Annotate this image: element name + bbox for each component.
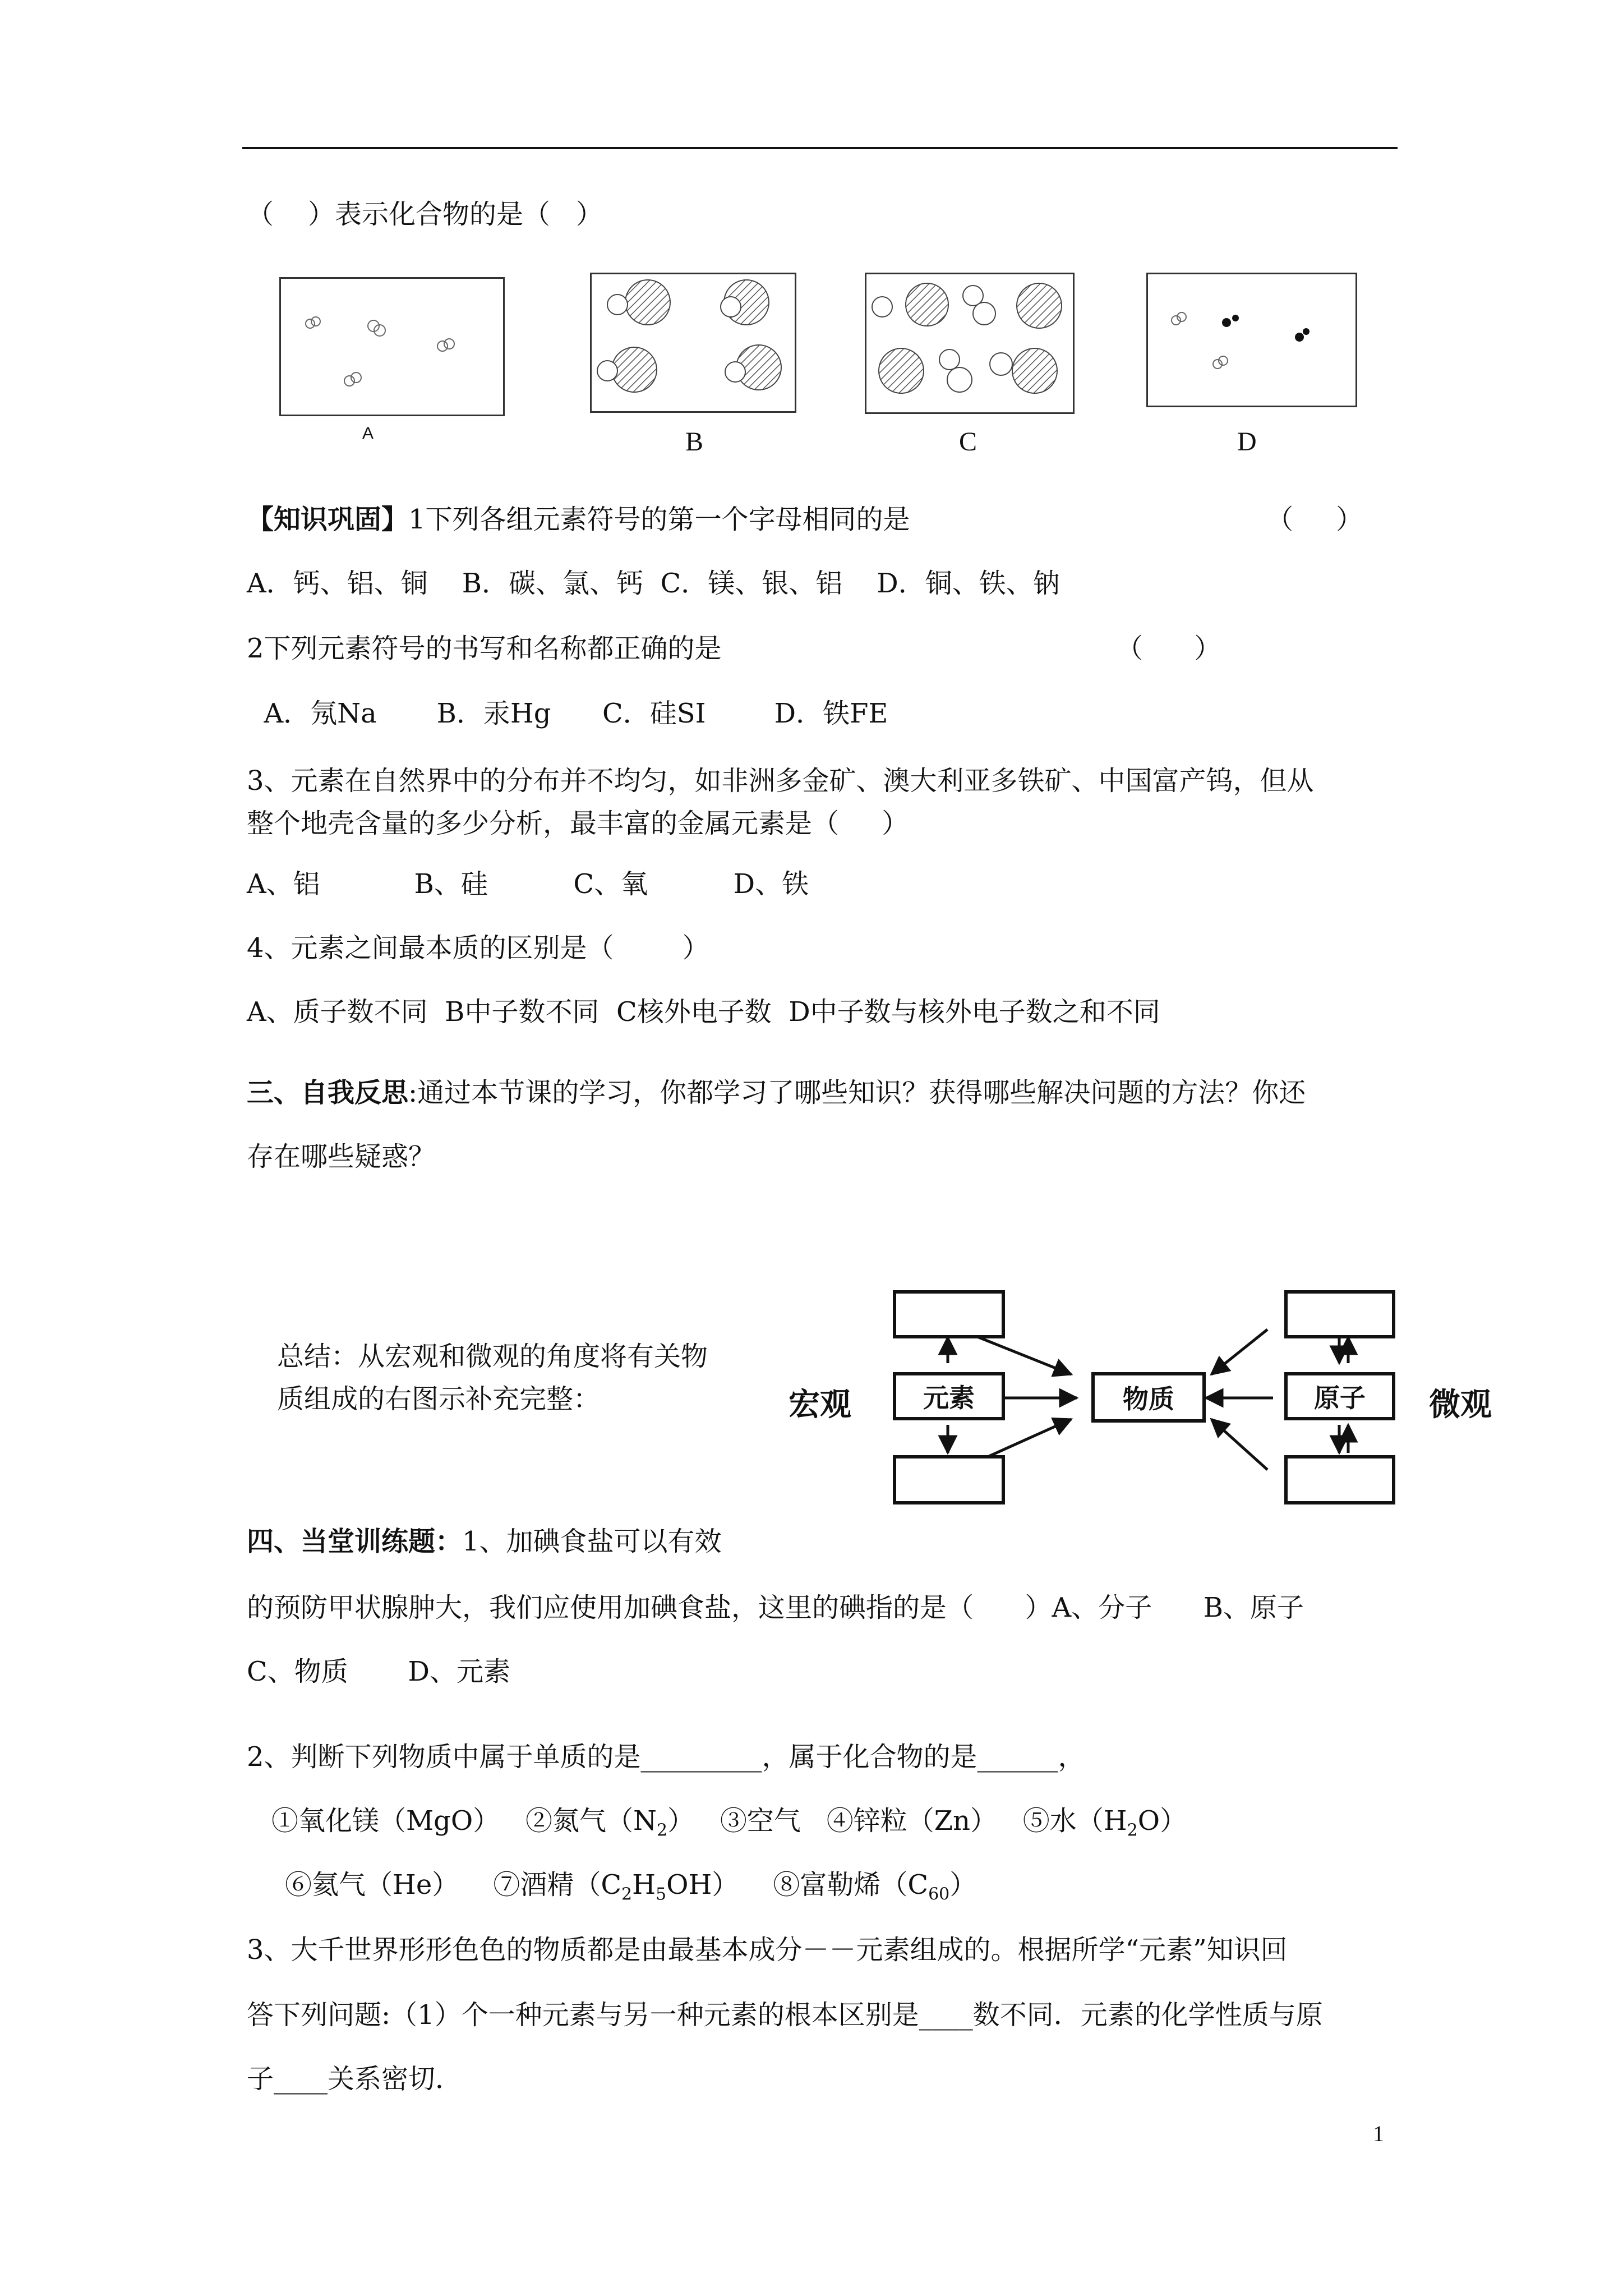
reflection-line1: 三、自我反思:通过本节课的学习，你都学习了哪些知识？获得哪些解决问题的方法？你还 xyxy=(247,1077,1306,1108)
figure-d-molecules xyxy=(1148,274,1355,406)
question-intro: （ ）表示化合物的是（ ） xyxy=(247,199,603,230)
consolidate-q2-paren: （ ） xyxy=(1116,633,1221,664)
concept-map-blank-top-left[interactable] xyxy=(893,1290,1005,1338)
figure-b-molecules xyxy=(592,274,795,411)
figure-a-box xyxy=(279,277,505,416)
page-number: 1 xyxy=(1373,2121,1384,2146)
concept-map-micro-label: 微观 xyxy=(1429,1387,1492,1423)
concept-map-atom-node: 原子 xyxy=(1284,1372,1395,1420)
practice-q2-items-a: ①氧化镁（MgO） ②氮气$(N_2)$ ③空气 ④锌粒（Zn） ⑤水$(H_2O)$ xyxy=(271,1805,1187,1841)
practice-q1-line2: 的预防甲状腺肿大，我们应使用加碘食盐，这里的碘指的是（ ）A、分子 B、原子 xyxy=(247,1592,1304,1623)
figure-a-molecules xyxy=(281,279,503,415)
consolidate-q1-paren: （ ） xyxy=(1266,504,1363,535)
practice-q2-items-b: ⑥氦气（He） ⑦酒精$(C_2H_5OH)$ ⑧富勒烯$(C_{60})$ xyxy=(285,1869,977,1904)
summary-line2: 质组成的右图示补充完整： xyxy=(277,1383,601,1415)
consolidate-q1: 【知识巩固】1下列各组元素符号的第一个字母相同的是 xyxy=(247,504,910,535)
figure-b-label: B xyxy=(685,427,704,457)
consolidate-q3-line2: 整个地壳含量的多少分析，最丰富的金属元素是（ ） xyxy=(247,808,909,839)
consolidate-q3-line1: 3、元素在自然界中的分布并不均匀，如非洲多金矿、澳大利亚多铁矿、中国富产钨，但从 xyxy=(247,765,1314,797)
consolidate-q2: 2下列元素符号的书写和名称都正确的是 xyxy=(247,633,722,664)
practice-q3-line3: 子____关系密切． xyxy=(247,2063,463,2095)
practice-q2: 2、判断下列物质中属于单质的是_________，属于化合物的是______， xyxy=(247,1741,1085,1773)
concept-map-blank-top-right[interactable] xyxy=(1284,1290,1395,1338)
practice-q3-line1: 3、大千世界形形色色的物质都是由最基本成分－－元素组成的。根据所学“元素”知识回 xyxy=(247,1934,1288,1966)
consolidate-q4-options: A、质子数不同 B中子数不同 C核外电子数 D中子数与核外电子数之和不同 xyxy=(247,996,1160,1028)
figure-c-label: C xyxy=(959,427,978,457)
practice-q1-part1: 四、当堂训练题：1、加碘食盐可以有效 xyxy=(247,1526,722,1557)
figure-b-box xyxy=(590,273,796,413)
concept-map-blank-bottom-right[interactable] xyxy=(1284,1455,1395,1504)
concept-map-substance-node: 物质 xyxy=(1091,1372,1206,1423)
consolidate-q4: 4、元素之间最本质的区别是（ ） xyxy=(247,932,709,964)
practice-q3-line2: 答下列问题:（1）个一种元素与另一种元素的根本区别是____数不同．元素的化学性质与原 xyxy=(247,1999,1323,2031)
consolidate-q1-options: A．钙、铝、铜 B．碳、氯、钙 C．镁、银、铝 D．铜、铁、钠 xyxy=(247,568,1060,599)
figure-d-box xyxy=(1146,273,1357,407)
concept-map-element-node: 元素 xyxy=(893,1372,1005,1420)
figure-d-label: D xyxy=(1237,427,1257,457)
consolidate-q2-options: A．氖Na B．汞Hg C．硅SI D．铁FE xyxy=(247,698,888,729)
practice-q1-line3: C、物质 D、元素 xyxy=(247,1656,511,1687)
summary-line1: 总结：从宏观和微观的角度将有关物 xyxy=(277,1341,708,1372)
header-rule xyxy=(242,147,1398,149)
figure-a-label: A xyxy=(362,424,374,443)
consolidate-q3-options: A、铝 B、硅 C、氧 D、铁 xyxy=(247,868,809,900)
concept-map-blank-bottom-left[interactable] xyxy=(893,1455,1005,1504)
figure-c-molecules xyxy=(866,274,1073,412)
figure-c-box xyxy=(865,273,1075,414)
reflection-line2: 存在哪些疑惑？ xyxy=(247,1141,436,1172)
concept-map-macro-label: 宏观 xyxy=(789,1387,851,1423)
